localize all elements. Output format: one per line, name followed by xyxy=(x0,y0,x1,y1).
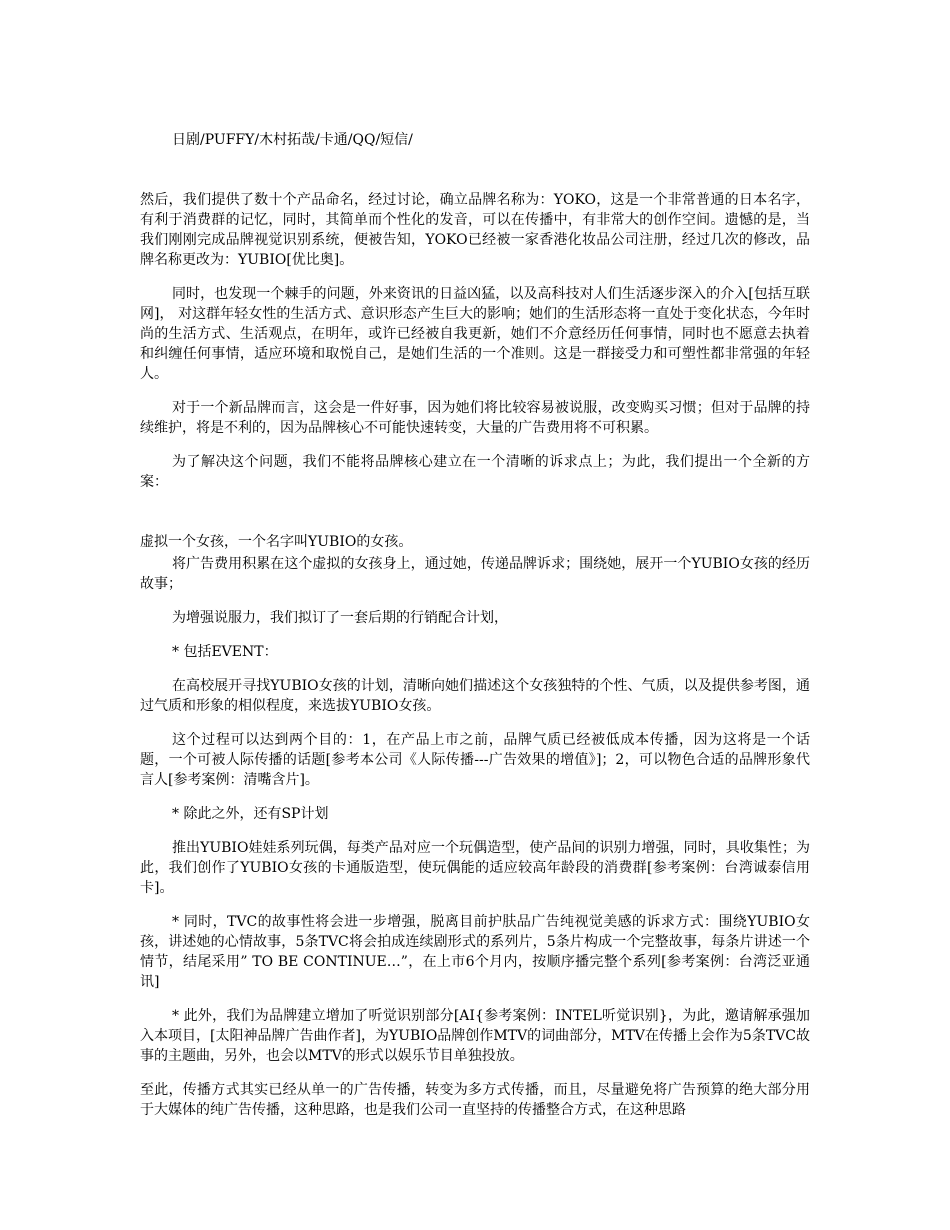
paragraph-doll-series: 推出YUBIO娃娃系列玩偶，每类产品对应一个玩偶造型，使产品间的识别力增强，同时，具收集性；为此，我们创作了YUBIO女孩的卡通版造型，使玩偶能的适应较高年龄段的消费群[参考案例：台湾诚泰信用卡]。 xyxy=(140,840,810,896)
paragraph-brand-naming: 然后，我们提供了数十个产品命名，经过讨论，确立品牌名称为：YOKO，这是一个非常普通的日本名字，有利于消费群的记忆，同时，其简单而个性化的发音，可以在传播中，有非常大的创作空间。遗憾的是，当我们刚刚完成品牌视觉识别系统，便被告知，YOKO已经被一家香港化妆品公司注册，经过几次的修改，品牌名称更改为：YUBIO[优比奥]。 xyxy=(140,192,810,268)
bullet-sp-plan: * 除此之外，还有SP计划 xyxy=(172,806,329,822)
paragraph-ad-budget: 将广告费用积累在这个虚拟的女孩身上，通过她，传递品牌诉求；围绕她，展开一个YUBIO女孩的经历故事； xyxy=(140,556,810,592)
paragraph-campus-search: 在高校展开寻找YUBIO女孩的计划，清晰向她们描述这个女孩独特的个性、气质，以及提供参考图，通过气质和形象的相似程度，来选拔YUBIO女孩。 xyxy=(140,678,810,714)
document-body xyxy=(140,130,810,1120)
paragraph-problem: 同时，也发现一个棘手的问题，外来资讯的日益凶猛，以及高科技对人们生活逐步深入的介入[包括互联网]， 对这群年轻女性的生活方式、意识形态产生巨大的影响；她们的生活形态将一直处于变化状态，今年时尚的生活方式、生活观点，在明年，或许已经被自我更新，她们不介意经历任何事情，同时也不愿意去执着和纠缠任何事情，适应环境和取悦自己，是她们生活的一个准则。这是一群接受力和可塑性都非常强的年轻人。 xyxy=(140,286,810,382)
keyword-list: 日剧/PUFFY/木村拓哉/卡通/QQ/短信/ xyxy=(172,132,413,148)
paragraph-two-goals: 这个过程可以达到两个目的：1，在产品上市之前，品牌气质已经被低成本传播，因为这将是一个话题，一个可被人际传播的话题[参考本公司《人际传播---广告效果的增值》]；2，可以物色合适的品牌形象代言人[参考案例：清嘴含片]。 xyxy=(140,732,810,788)
bullet-audio-identity: * 此外，我们为品牌建立增加了听觉识别部分[AI{参考案例：INTEL听觉识别}，为此，邀请解承强加入本项目，[太阳神品牌广告曲作者]，为YUBIO品牌创作MTV的词曲部分，MTV在传播上会作为5条TVC故事的主题曲，另外，也会以MTV的形式以娱乐节目单独投放。 xyxy=(140,1008,810,1064)
bullet-event: * 包括EVENT： xyxy=(172,644,278,660)
paragraph-solution-intro: 为了解决这个问题，我们不能将品牌核心建立在一个清晰的诉求点上；为此，我们提出一个全新的方案： xyxy=(140,454,810,490)
bullet-tvc-story: * 同时，TVC的故事性将会进一步增强，脱离目前护肤品广告纯视觉美感的诉求方式：围绕YUBIO女孩，讲述她的心情故事，5条TVC将会拍成连续剧形式的系列片，5条片构成一个完整故事，每条片讲述一个情节，结尾采用” TO BE CONTINUE…”，在上市6个月内，按顺序播完整个系列[参考案例：台湾泛亚通讯] xyxy=(140,914,810,990)
paragraph-virtual-girl: 虚拟一个女孩，一个名字叫YUBIO的女孩。 xyxy=(140,534,413,550)
paragraph-conclusion: 至此，传播方式其实已经从单一的广告传播，转变为多方式传播，而且，尽量避免将广告预算的绝大部分用于大媒体的纯广告传播，这种思路，也是我们公司一直坚持的传播整合方式，在这种思路 xyxy=(140,1082,810,1118)
paragraph-new-brand: 对于一个新品牌而言，这会是一件好事，因为她们将比较容易被说服，改变购买习惯；但对于品牌的持续维护，将是不利的，因为品牌核心不可能快速转变，大量的广告费用将不可积累。 xyxy=(140,400,810,436)
paragraph-marketing-plan: 为增强说服力，我们拟订了一套后期的行销配合计划， xyxy=(172,610,508,626)
